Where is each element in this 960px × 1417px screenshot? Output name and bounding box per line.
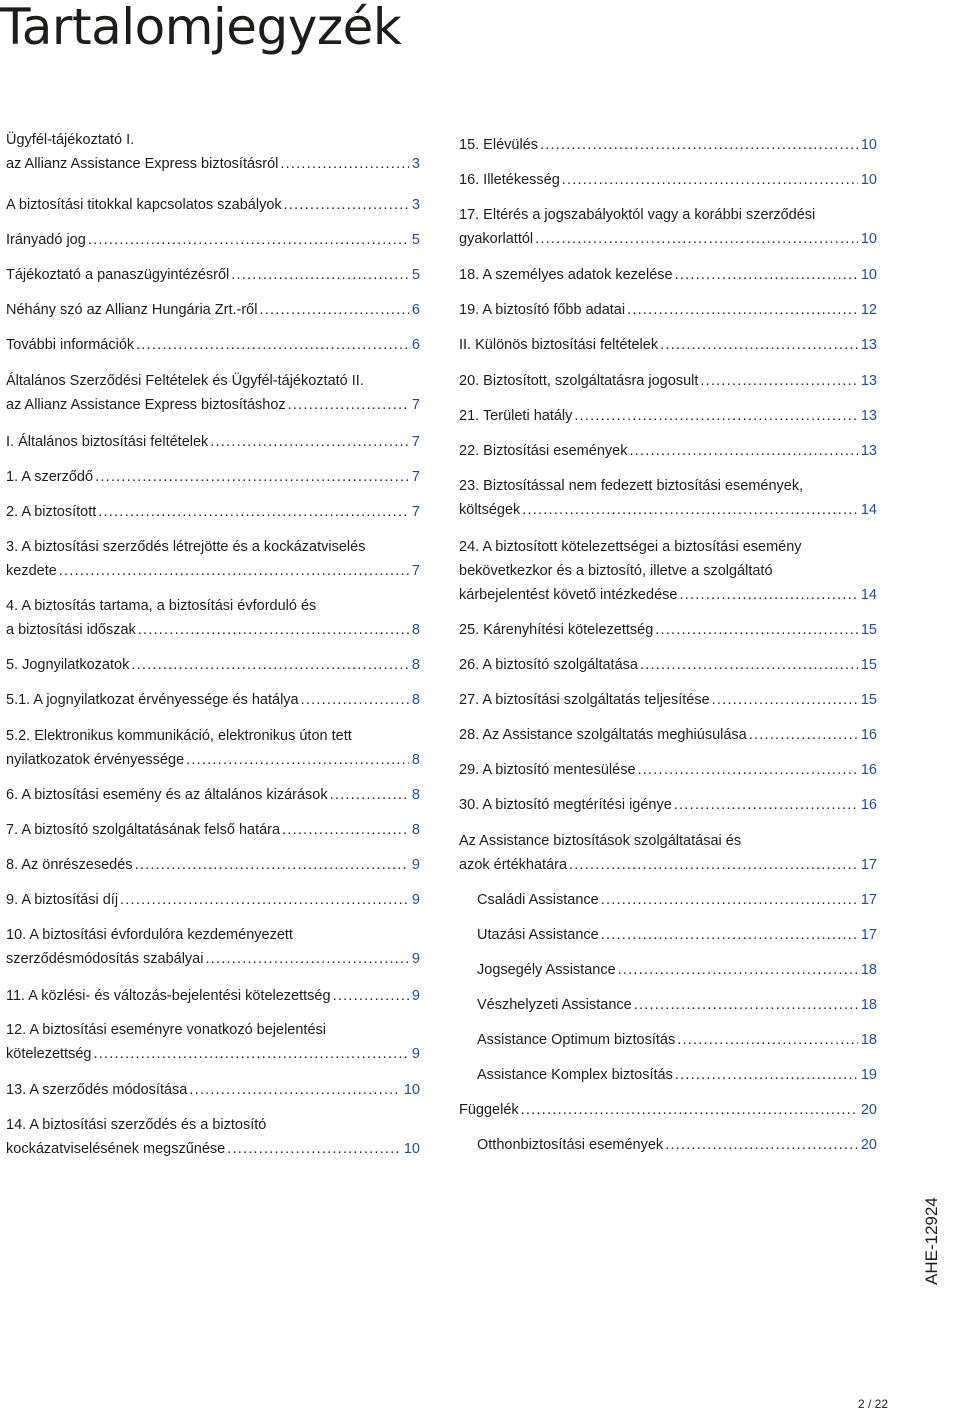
toc-entry[interactable] xyxy=(459,888,877,912)
dot-leader xyxy=(186,748,409,772)
toc-page-number[interactable]: 9 xyxy=(411,951,420,967)
dot-leader xyxy=(136,333,409,357)
toc-entry[interactable] xyxy=(6,818,420,842)
toc-entry[interactable] xyxy=(459,474,877,522)
document-code: AHE-12924 xyxy=(922,1197,941,1285)
toc-entry-title: Utazási Assistance xyxy=(477,927,599,943)
dot-leader xyxy=(98,500,409,524)
toc-entry-row xyxy=(6,653,420,677)
toc-entry-row xyxy=(477,1063,877,1087)
toc-page-number[interactable]: 8 xyxy=(411,787,420,803)
toc-entry[interactable] xyxy=(6,1078,420,1102)
toc-page-number[interactable]: 12 xyxy=(860,302,877,318)
toc-entry-row xyxy=(6,688,420,712)
toc-entry[interactable] xyxy=(6,193,420,217)
toc-page-number[interactable]: 9 xyxy=(411,857,420,873)
toc-page-number[interactable]: 13 xyxy=(860,443,877,459)
toc-page-number[interactable]: 10 xyxy=(860,137,877,153)
toc-page-number[interactable]: 15 xyxy=(860,622,877,638)
toc-page-number[interactable]: 10 xyxy=(860,267,877,283)
toc-entry-row xyxy=(6,748,420,772)
toc-entry[interactable] xyxy=(459,1028,877,1052)
toc-entry-row xyxy=(459,688,877,712)
dot-leader xyxy=(675,263,858,287)
toc-entry-text-line: Általános Szerződési Feltételek és Ügyfél-tájékoztató II. xyxy=(6,373,364,389)
toc-entry-text-line: bekövetkezkor és a biztosító, illetve a szolgáltató xyxy=(459,563,773,579)
dot-leader xyxy=(333,984,409,1008)
dot-leader xyxy=(135,853,409,877)
toc-entry-text-line: 14. A biztosítási szerződés és a biztosító xyxy=(6,1117,267,1133)
toc-entry-row xyxy=(459,133,877,157)
toc-entry-row xyxy=(459,583,877,607)
toc-entry-row xyxy=(6,193,420,217)
toc-entry-title: Assistance Komplex biztosítás xyxy=(477,1067,673,1083)
toc-entry-title: 21. Területi hatály xyxy=(459,408,573,424)
toc-page-number[interactable]: 18 xyxy=(860,1032,877,1048)
dot-leader xyxy=(93,1042,408,1066)
toc-entry-title: 18. A személyes adatok kezelése xyxy=(459,267,673,283)
toc-page-number[interactable]: 18 xyxy=(860,997,877,1013)
toc-entry-text-line: 24. A biztosított kötelezettségei a biztosítási esemény xyxy=(459,539,802,555)
toc-entry-title: kárbejelentést követő intézkedése xyxy=(459,587,678,603)
toc-entry[interactable] xyxy=(6,653,420,677)
toc-page-number[interactable]: 6 xyxy=(411,302,420,318)
toc-entry-title: Vészhelyzeti Assistance xyxy=(477,997,632,1013)
toc-entry-title: 20. Biztosított, szolgáltatásra jogosult xyxy=(459,373,699,389)
toc-page-number[interactable]: 5 xyxy=(411,267,420,283)
dot-leader xyxy=(205,947,408,971)
toc-entry-row xyxy=(6,947,420,971)
toc-entry[interactable] xyxy=(6,500,420,524)
dot-leader xyxy=(569,853,858,877)
toc-page-number[interactable]: 13 xyxy=(860,408,877,424)
toc-entry-row xyxy=(459,439,877,463)
toc-entry[interactable] xyxy=(459,535,877,607)
toc-entry-row xyxy=(6,465,420,489)
dot-leader xyxy=(210,430,409,454)
dot-leader xyxy=(562,168,858,192)
toc-entry[interactable] xyxy=(459,133,877,157)
toc-entry-title: 1. A szerződő xyxy=(6,469,94,485)
dot-leader xyxy=(574,404,857,428)
toc-entry-title: Irányadó jog xyxy=(6,232,86,248)
toc-entry-row xyxy=(477,888,877,912)
toc-entry-title: kezdete xyxy=(6,563,57,579)
toc-entry[interactable] xyxy=(6,263,420,287)
toc-entry[interactable] xyxy=(459,758,877,782)
dot-leader xyxy=(712,688,858,712)
toc-page-number[interactable]: 7 xyxy=(411,397,420,413)
toc-entry[interactable] xyxy=(6,984,420,1008)
toc-entry-row xyxy=(459,1098,877,1122)
toc-entry-title: Néhány szó az Allianz Hungária Zrt.-ről xyxy=(6,302,258,318)
toc-entry-title: 29. A biztosító mentesülése xyxy=(459,762,636,778)
toc-page-number[interactable]: 17 xyxy=(860,892,877,908)
toc-entry[interactable] xyxy=(459,1098,877,1122)
toc-entry[interactable] xyxy=(459,1133,877,1157)
toc-entry[interactable] xyxy=(6,333,420,357)
toc-entry-row xyxy=(6,152,420,176)
toc-entry-row xyxy=(459,298,877,322)
toc-entry-text-line: 23. Biztosítással nem fedezett biztosítási események, xyxy=(459,478,804,494)
toc-entry[interactable] xyxy=(6,228,420,252)
toc-entry-row xyxy=(459,263,877,287)
toc-entry-row xyxy=(6,984,420,1008)
toc-entry-title: 28. Az Assistance szolgáltatás meghiúsulása xyxy=(459,727,747,743)
toc-entry[interactable] xyxy=(459,653,877,677)
toc-page-number[interactable]: 14 xyxy=(860,502,877,518)
toc-entry[interactable] xyxy=(459,298,877,322)
toc-entry-title: 22. Biztosítási események xyxy=(459,443,628,459)
toc-entry-title: A biztosítási titokkal kapcsolatos szabályok xyxy=(6,197,282,213)
dot-leader xyxy=(301,688,409,712)
toc-entry-row xyxy=(6,618,420,642)
toc-entry-title: 27. A biztosítási szolgáltatás teljesítése xyxy=(459,692,710,708)
toc-entry-title: 9. A biztosítási díj xyxy=(6,892,119,908)
page-number: 2 / 22 xyxy=(858,1397,889,1411)
toc-entry-row xyxy=(459,404,877,428)
toc-entry-title: 19. A biztosító főbb adatai xyxy=(459,302,626,318)
dot-leader xyxy=(88,228,409,252)
toc-entry[interactable] xyxy=(459,203,877,251)
toc-entry[interactable] xyxy=(6,888,420,912)
toc-page-number[interactable]: 6 xyxy=(411,337,420,353)
toc-entry[interactable] xyxy=(6,1018,420,1066)
dot-leader xyxy=(280,152,409,176)
toc-entry[interactable] xyxy=(459,168,877,192)
toc-entry-title: 8. Az önrészesedés xyxy=(6,857,133,873)
toc-entry-row xyxy=(6,430,420,454)
dot-leader xyxy=(638,758,858,782)
toc-entry-title: kockázatviselésének megszűnése xyxy=(6,1141,226,1157)
toc-entry-row xyxy=(6,1078,420,1102)
toc-entry[interactable] xyxy=(6,535,420,583)
toc-entry-row xyxy=(477,958,877,982)
toc-entry[interactable] xyxy=(6,465,420,489)
toc-entry-title: 2. A biztosított xyxy=(6,504,97,520)
page-title: Tartalomjegyzék xyxy=(0,0,402,56)
toc-entry[interactable] xyxy=(459,618,877,642)
toc-entry-title: Függelék xyxy=(459,1102,519,1118)
toc-page-number[interactable]: 5 xyxy=(411,232,420,248)
toc-entry-row xyxy=(6,559,420,583)
toc-entry-text-line: 5.2. Elektronikus kommunikáció, elektronikus úton tett xyxy=(6,728,352,744)
dot-leader xyxy=(677,1028,858,1052)
toc-page-number[interactable]: 15 xyxy=(860,692,877,708)
toc-entry[interactable] xyxy=(6,369,420,417)
toc-entry[interactable] xyxy=(459,404,877,428)
toc-entry-row xyxy=(459,333,877,357)
toc-entry[interactable] xyxy=(459,369,877,393)
toc-page-number[interactable]: 8 xyxy=(411,657,420,673)
toc-page-number[interactable]: 20 xyxy=(860,1137,877,1153)
toc-entry-title: 16. Illetékesség xyxy=(459,172,560,188)
toc-entry-row xyxy=(459,498,877,522)
toc-entry-title: II. Különös biztosítási feltételek xyxy=(459,337,659,353)
dot-leader xyxy=(675,1063,858,1087)
toc-entry-row xyxy=(6,818,420,842)
toc-entry-row xyxy=(6,888,420,912)
dot-leader xyxy=(535,227,858,251)
dot-leader xyxy=(674,793,858,817)
dot-leader xyxy=(282,818,409,842)
toc-entry[interactable] xyxy=(459,829,877,877)
toc-entry[interactable] xyxy=(459,688,877,712)
toc-entry-title: Assistance Optimum biztosítás xyxy=(477,1032,676,1048)
toc-page-number[interactable]: 9 xyxy=(411,1046,420,1062)
toc-entry[interactable] xyxy=(459,958,877,982)
toc-page-number[interactable]: 17 xyxy=(860,857,877,873)
toc-page-number[interactable]: 16 xyxy=(860,727,877,743)
dot-leader xyxy=(618,958,858,982)
toc-entry[interactable] xyxy=(6,853,420,877)
toc-entry-row xyxy=(459,653,877,677)
toc-page-number[interactable]: 8 xyxy=(411,692,420,708)
toc-entry-row xyxy=(459,758,877,782)
toc-entry-title: szerződésmódosítás szabályai xyxy=(6,951,204,967)
toc-page-number[interactable]: 13 xyxy=(860,337,877,353)
dot-leader xyxy=(59,559,409,583)
toc-entry-text-line: 4. A biztosítás tartama, a biztosítási évforduló és xyxy=(6,598,317,614)
toc-entry-row xyxy=(459,618,877,642)
toc-entry[interactable] xyxy=(6,430,420,454)
toc-entry-title: 26. A biztosító szolgáltatása xyxy=(459,657,638,673)
toc-entry-text-line: 3. A biztosítási szerződés létrejötte és a kockázatviselés xyxy=(6,539,366,555)
toc-entry-title: nyilatkozatok érvényessége xyxy=(6,752,185,768)
toc-page-number[interactable]: 10 xyxy=(403,1082,420,1098)
dot-leader xyxy=(660,333,858,357)
toc-page-number[interactable]: 17 xyxy=(860,927,877,943)
toc-entry-row xyxy=(459,793,877,817)
dot-leader xyxy=(95,465,409,489)
toc-entry[interactable] xyxy=(459,439,877,463)
toc-entry-row xyxy=(459,853,877,877)
toc-page-number[interactable]: 10 xyxy=(860,172,877,188)
toc-entry-title: Otthonbiztosítási események xyxy=(477,1137,664,1153)
toc-entry-row xyxy=(459,369,877,393)
dot-leader xyxy=(629,439,857,463)
toc-entry[interactable] xyxy=(6,1113,420,1161)
toc-entry-row xyxy=(6,228,420,252)
toc-entry-title: Tájékoztató a panaszügyintézésről xyxy=(6,267,230,283)
toc-page-number[interactable]: 7 xyxy=(411,504,420,520)
toc-page-number[interactable]: 14 xyxy=(860,587,877,603)
toc-page-number[interactable]: 3 xyxy=(411,197,420,213)
dot-leader xyxy=(521,1098,858,1122)
toc-entry-row xyxy=(6,298,420,322)
toc-entry[interactable] xyxy=(459,263,877,287)
dot-leader xyxy=(601,888,858,912)
dot-leader xyxy=(540,133,858,157)
toc-entry-title: 13. A szerződés módosítása xyxy=(6,1082,188,1098)
toc-entry-title: az Allianz Assistance Express biztosításról xyxy=(6,156,279,172)
toc-page-number[interactable]: 10 xyxy=(860,231,877,247)
toc-entry-title: Családi Assistance xyxy=(477,892,599,908)
dot-leader xyxy=(522,498,858,522)
toc-entry[interactable] xyxy=(6,298,420,322)
toc-page-number[interactable]: 18 xyxy=(860,962,877,978)
toc-page-number[interactable]: 8 xyxy=(411,622,420,638)
toc-entry-title: az Allianz Assistance Express biztosításhoz xyxy=(6,397,286,413)
toc-page-number[interactable]: 8 xyxy=(411,822,420,838)
toc-entry[interactable] xyxy=(6,783,420,807)
dot-leader xyxy=(627,298,858,322)
toc-entry-row xyxy=(459,723,877,747)
dot-leader xyxy=(700,369,857,393)
toc-page-number[interactable]: 9 xyxy=(411,892,420,908)
toc-page-number[interactable]: 3 xyxy=(411,156,420,172)
dot-leader xyxy=(634,993,858,1017)
toc-page-number[interactable]: 19 xyxy=(860,1067,877,1083)
toc-entry-title: 5. Jognyilatkozatok xyxy=(6,657,130,673)
toc-entry-title: 11. A közlési- és változás-bejelentési kötelezettség xyxy=(6,988,331,1004)
toc-page-number[interactable]: 8 xyxy=(411,752,420,768)
toc-entry-title: gyakorlattól xyxy=(459,231,534,247)
toc-entry-title: kötelezettség xyxy=(6,1046,92,1062)
toc-entry-row xyxy=(6,393,420,417)
toc-page-number[interactable]: 13 xyxy=(860,373,877,389)
toc-entry-row xyxy=(477,1028,877,1052)
toc-page-number[interactable]: 7 xyxy=(411,434,420,450)
toc-entry[interactable] xyxy=(459,993,877,1017)
dot-leader xyxy=(330,783,409,807)
toc-entry-row xyxy=(6,1042,420,1066)
toc-entry[interactable] xyxy=(6,724,420,772)
toc-page-number[interactable]: 10 xyxy=(403,1141,420,1157)
toc-entry-title: azok értékhatára xyxy=(459,857,568,873)
toc-entry-text-line: 10. A biztosítási évfordulóra kezdeményezett xyxy=(6,927,293,943)
dot-leader xyxy=(231,263,409,287)
toc-entry[interactable] xyxy=(6,923,420,971)
toc-entry-title: 15. Elévülés xyxy=(459,137,538,153)
toc-entry[interactable] xyxy=(459,923,877,947)
toc-entry-title: 25. Kárenyhítési kötelezettség xyxy=(459,622,654,638)
toc-entry-title: További információk xyxy=(6,337,135,353)
dot-leader xyxy=(284,193,409,217)
dot-leader xyxy=(749,723,858,747)
toc-entry-title: költségek xyxy=(459,502,521,518)
dot-leader xyxy=(259,298,408,322)
dot-leader xyxy=(138,618,409,642)
toc-entry-row xyxy=(477,993,877,1017)
toc-entry[interactable] xyxy=(459,723,877,747)
dot-leader xyxy=(655,618,858,642)
toc-entry-row xyxy=(459,168,877,192)
toc-entry-row xyxy=(6,1137,420,1161)
dot-leader xyxy=(601,923,858,947)
toc-entry-row xyxy=(6,853,420,877)
toc-page-number[interactable]: 15 xyxy=(860,657,877,673)
toc-page-number[interactable]: 7 xyxy=(411,563,420,579)
toc-entry-row xyxy=(477,923,877,947)
toc-entry-title: 6. A biztosítási esemény és az általános kizárások xyxy=(6,787,328,803)
toc-page-number[interactable]: 16 xyxy=(860,797,877,813)
toc-entry-text-line: 17. Eltérés a jogszabályoktól vagy a korábbi szerződési xyxy=(459,207,816,223)
toc-entry[interactable] xyxy=(6,688,420,712)
toc-entry-row xyxy=(6,783,420,807)
dot-leader xyxy=(640,653,858,677)
toc-entry[interactable] xyxy=(6,594,420,642)
toc-entry-text-line: Ügyfél-tájékoztató I. xyxy=(6,132,135,148)
toc-entry[interactable] xyxy=(6,128,420,176)
toc-entry-title: a biztosítási időszak xyxy=(6,622,136,638)
toc-page-number[interactable]: 9 xyxy=(411,988,420,1004)
toc-entry-text-line: Az Assistance biztosítások szolgáltatásai és xyxy=(459,833,742,849)
dot-leader xyxy=(288,393,409,417)
dot-leader xyxy=(120,888,409,912)
toc-entry-row xyxy=(477,1133,877,1157)
dot-leader xyxy=(665,1133,858,1157)
toc-entry-title: 7. A biztosító szolgáltatásának felső határa xyxy=(6,822,281,838)
dot-leader xyxy=(679,583,857,607)
toc-entry[interactable] xyxy=(459,1063,877,1087)
toc-entry-text-line: 12. A biztosítási eseményre vonatkozó bejelentési xyxy=(6,1022,326,1038)
toc-page-number[interactable]: 16 xyxy=(860,762,877,778)
toc-entry-title: 30. A biztosító megtérítési igénye xyxy=(459,797,672,813)
toc-entry-title: I. Általános biztosítási feltételek xyxy=(6,434,209,450)
toc-entry[interactable] xyxy=(459,793,877,817)
dot-leader xyxy=(131,653,409,677)
toc-entry-title: Jogsegély Assistance xyxy=(477,962,616,978)
toc-entry-title: 5.1. A jognyilatkozat érvényessége és hatálya xyxy=(6,692,299,708)
toc-entry-row xyxy=(6,333,420,357)
dot-leader xyxy=(189,1078,401,1102)
dot-leader xyxy=(227,1137,401,1161)
toc-entry[interactable] xyxy=(459,333,877,357)
toc-entry-row xyxy=(6,263,420,287)
toc-entry-row xyxy=(459,227,877,251)
toc-page-number[interactable]: 20 xyxy=(860,1102,877,1118)
toc-entry-row xyxy=(6,500,420,524)
toc-page-number[interactable]: 7 xyxy=(411,469,420,485)
